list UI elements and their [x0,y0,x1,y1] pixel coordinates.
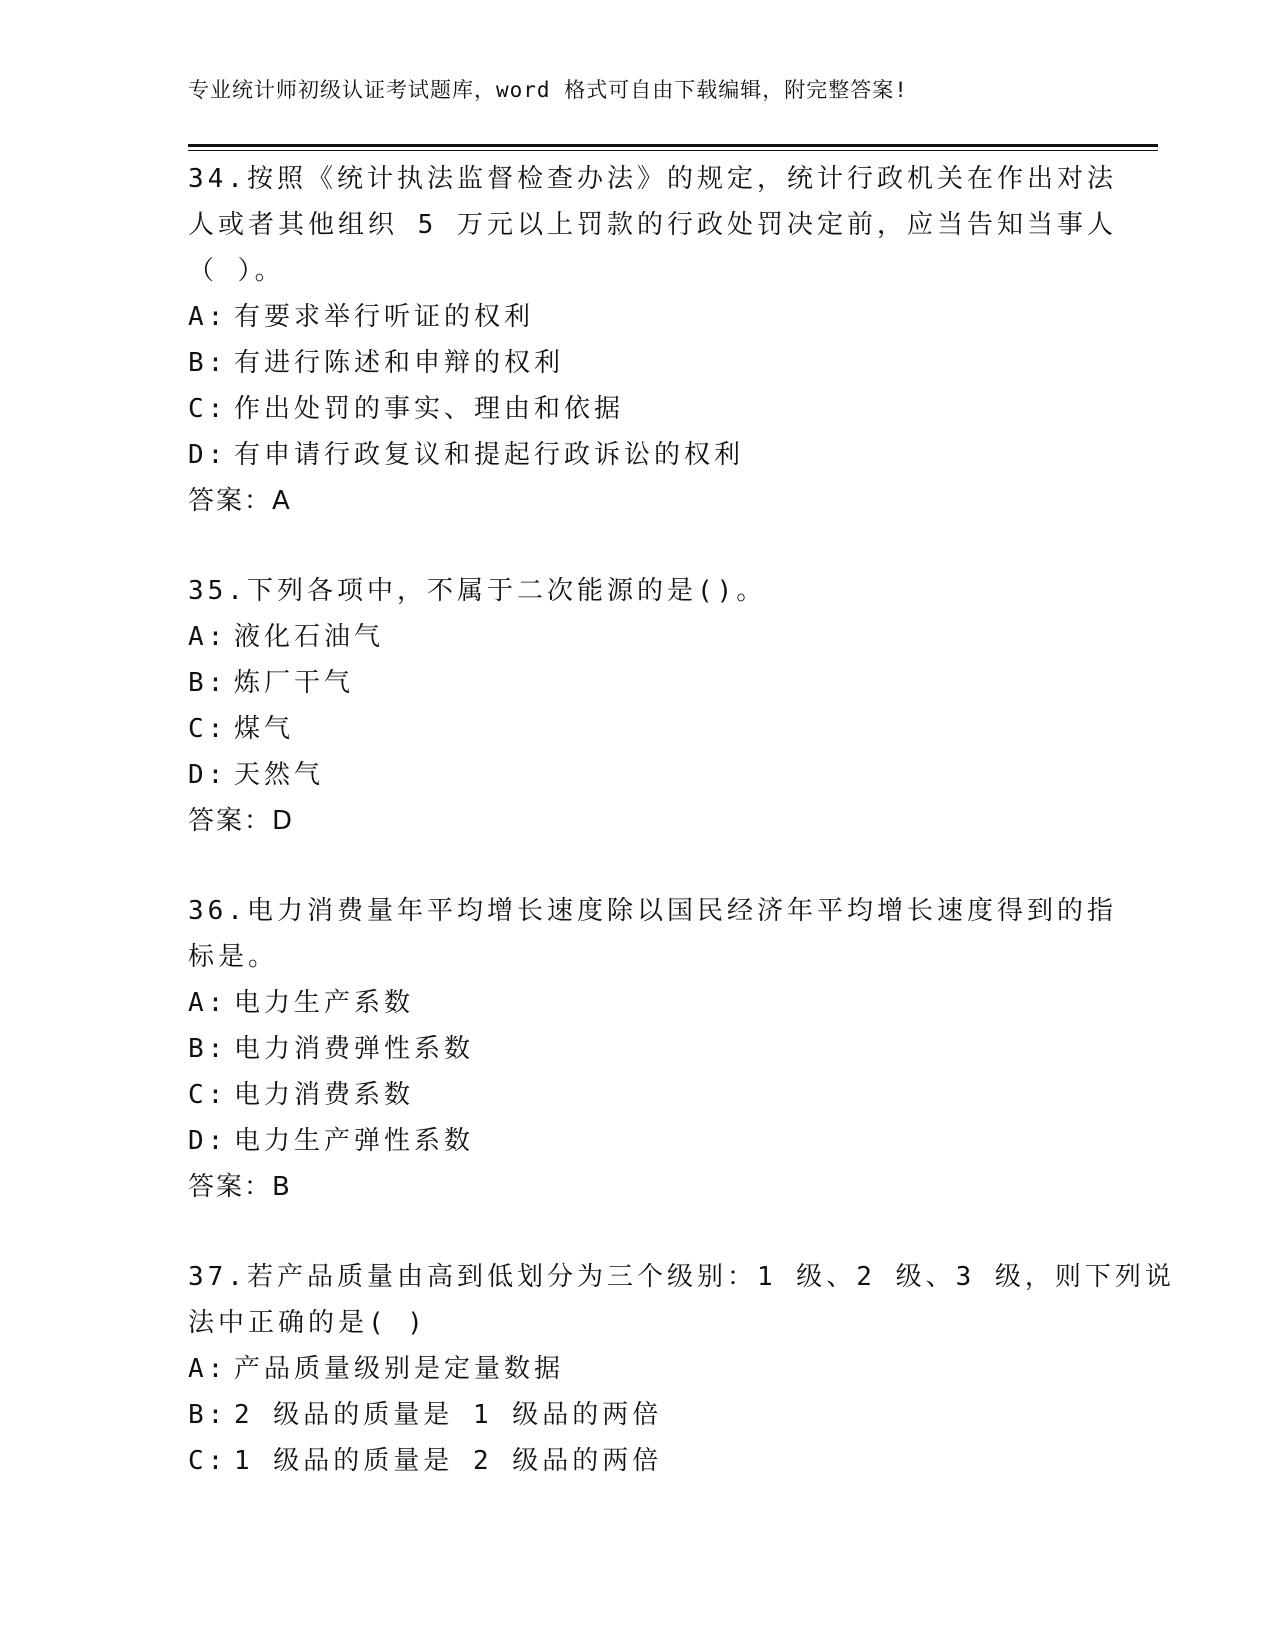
question-stem-line: （ ）。 [188,256,285,286]
option-b [188,340,1088,386]
option-text: 电力消费系数 [234,1080,415,1110]
question-stem-line: 34.按照《统计执法监督检查办法》的规定，统计行政机关在作出对法 [188,164,1117,194]
option-text: 有要求举行听证的权利 [234,302,535,332]
option-text: 2 级品的质量是 1 级品的两倍 [234,1400,663,1430]
option-text: 有进行陈述和申辩的权利 [234,348,565,378]
option-text: 作出处罚的事实、理由和依据 [234,394,625,424]
option-letter: C: [188,714,228,744]
option-text: 电力消费弹性系数 [234,1034,475,1064]
option-d [188,1118,1088,1164]
option-letter: A: [188,988,228,1018]
option-b [188,660,1088,706]
option-text: 煤气 [234,714,295,744]
question-stem-line: 36.电力消费量年平均增长速度除以国民经济年平均增长速度得到的指 [188,896,1117,926]
option-letter: D: [188,1126,228,1156]
answer-line: 答案：B [188,1172,292,1202]
option-text: 电力生产系数 [234,988,415,1018]
option-text: 液化石油气 [234,622,385,652]
answer-line: 答案：D [188,806,295,836]
option-letter: A: [188,1354,228,1384]
question-stem-line: 法中正确的是( ) [188,1308,427,1338]
question-stem-line: 35.下列各项中，不属于二次能源的是()。 [188,576,767,606]
option-c [188,386,1088,432]
question-stem-line: 37.若产品质量由高到低划分为三个级别：1 级、2 级、3 级，则下列说 [188,1262,1175,1292]
option-b [188,1392,1088,1438]
spacer [188,1210,1088,1254]
option-letter: D: [188,440,228,470]
answer-line: 答案：A [188,486,292,516]
question-36 [188,888,1117,1210]
option-letter: C: [188,1080,228,1110]
header-divider-thin [188,150,1158,151]
spacer [188,524,1088,568]
option-b [188,1026,1088,1072]
question-37 [188,1254,1175,1484]
option-d [188,432,1088,478]
option-c [188,1072,1088,1118]
option-text: 1 级品的质量是 2 级品的两倍 [234,1446,663,1476]
question-stem-line: 人或者其他组织 5 万元以上罚款的行政处罚决定前，应当告知当事人 [188,210,1117,240]
question-35 [188,568,1088,844]
option-letter: B: [188,348,228,378]
option-a [188,1346,1088,1392]
option-text: 炼厂干气 [234,668,355,698]
option-text: 产品质量级别是定量数据 [234,1354,565,1384]
question-list [188,156,1175,1484]
option-letter: A: [188,302,228,332]
question-34 [188,156,1117,524]
option-c [188,706,1088,752]
option-letter: B: [188,1400,228,1430]
option-letter: C: [188,394,228,424]
option-letter: B: [188,1034,228,1064]
option-text: 有申请行政复议和提起行政诉讼的权利 [234,440,745,470]
option-letter: A: [188,622,228,652]
option-a [188,980,1088,1026]
option-d [188,752,1088,798]
option-letter: C: [188,1446,228,1476]
option-letter: B: [188,668,228,698]
option-text: 天然气 [234,760,325,790]
option-a [188,294,1088,340]
question-stem-line: 标是。 [188,942,279,972]
page-header: 专业统计师初级认证考试题库，word 格式可自由下载编辑，附完整答案! [188,78,908,102]
option-c [188,1438,1088,1484]
spacer [188,844,1088,888]
header-divider-thick [188,144,1158,147]
option-a [188,614,1088,660]
option-letter: D: [188,760,228,790]
option-text: 电力生产弹性系数 [234,1126,475,1156]
